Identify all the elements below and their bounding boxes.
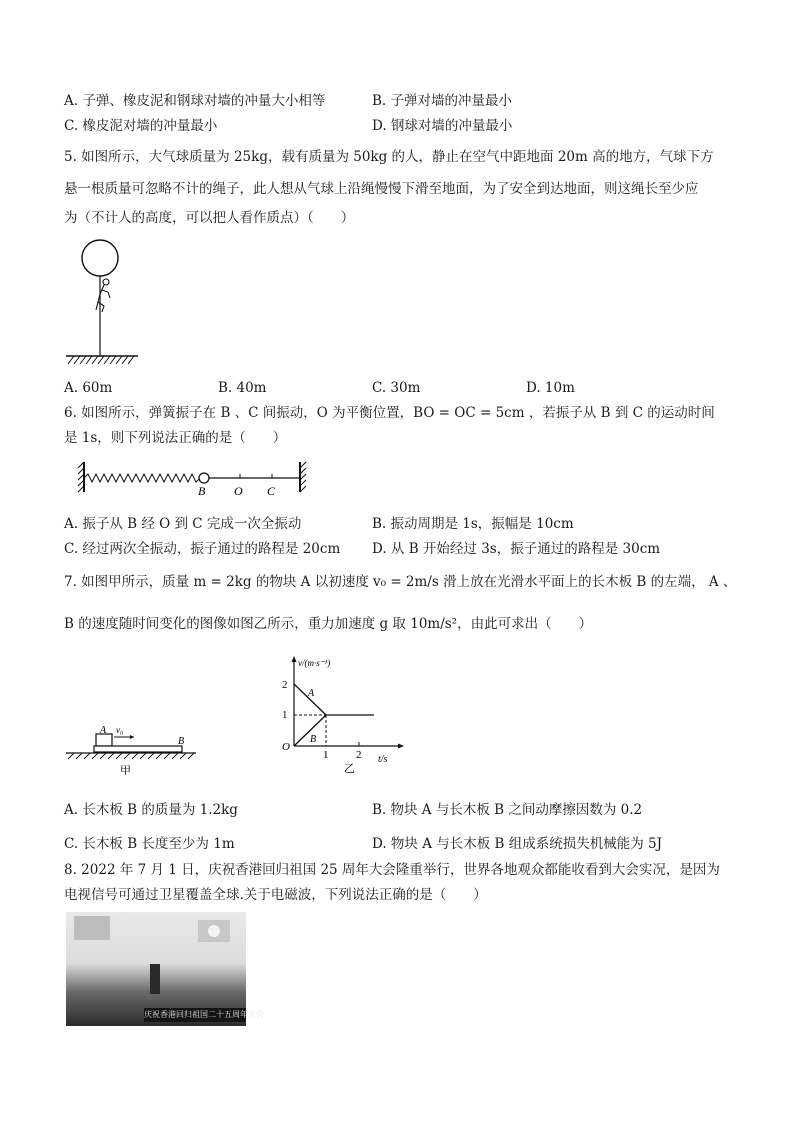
board-b [94, 746, 182, 752]
x-tick-1: 1 [323, 749, 329, 761]
caption-jia: 甲 [120, 764, 131, 777]
q5-option-c: C. 30m [372, 380, 421, 396]
q6-option-d: D. 从 B 开始经过 3s，振子通过的路程是 30cm [372, 541, 661, 557]
q5-stem-line3: 为（不计人的高度，可以把人看作质点）（ ） [64, 210, 355, 226]
label-o: O [234, 484, 243, 498]
person-icon [96, 279, 110, 312]
label-b: B [198, 484, 206, 498]
q7-option-a: A. 长木板 B 的质量为 1.2kg [64, 802, 238, 818]
q6-stem-line1: 6. 如图所示，弹簧振子在 B 、C 间振动，O 为平衡位置，BO = OC = 5cm ，若振子从 B 到 C 的运动时间 [64, 405, 715, 421]
q6-option-b: B. 振动周期是 1s，振幅是 10cm [372, 516, 574, 532]
q5-option-a: A. 60m [64, 380, 113, 396]
spring-oscillator-figure [76, 458, 312, 502]
q5-stem-line2: 悬一根质量可忽略不计的绳子，此人想从气球上沿绳慢慢下滑至地面，为了安全到达地面，则这绳长至少应 [64, 181, 699, 197]
x-axis-label: t/s [378, 754, 388, 765]
q6-stem-line2: 是 1s，则下列说法正确的是（ ） [64, 430, 287, 446]
q7-stem-line1: 7. 如图甲所示，质量 m = 2kg 的物块 A 以初速度 v₀ = 2m/s 滑上放在光滑水平面上的长木板 B 的左端， A 、 [64, 574, 737, 590]
balloon-figure [62, 238, 142, 370]
ceremony-photo [66, 912, 264, 1026]
q5-option-b: B. 40m [218, 380, 267, 396]
board-b-label: B [178, 736, 185, 747]
q7-option-c: C. 长木板 B 长度至少为 1m [64, 836, 235, 852]
label-line-b: B [310, 734, 317, 745]
q7-stem-line2: B 的速度随时间变化的图像如图乙所示，重力加速度 g 取 10m/s²，由此可求出（ ） [64, 616, 593, 632]
q6-option-a: A. 振子从 B 经 O 到 C 完成一次全振动 [64, 516, 302, 532]
q4-option-a: A. 子弹、橡皮泥和钢球对墙的冲量大小相等 [64, 93, 326, 109]
ground-hatch [68, 356, 134, 364]
national-flag-icon [74, 916, 110, 940]
q8-stem-line1: 8. 2022 年 7 月 1 日，庆祝香港回归祖国 25 周年大会隆重举行，世界各地观众都能收看到大会实况，是因为 [64, 862, 720, 878]
origin-label: O [282, 741, 290, 753]
x-tick-2: 2 [356, 749, 362, 761]
velocity-label: v₀ [116, 725, 124, 735]
label-line-a: A [308, 688, 315, 699]
figure-jia [64, 722, 204, 780]
block-a-label: A [100, 725, 107, 736]
q4-option-c: C. 橡皮泥对墙的冲量最小 [64, 118, 218, 134]
y-tick-2: 2 [282, 679, 288, 691]
q5-stem-line1: 5. 如图所示，大气球质量为 25kg，载有质量为 50kg 的人，静止在空气中距地面 20m 高的地方，气球下方 [64, 149, 714, 165]
y-tick-1: 1 [282, 709, 288, 721]
speaker-figure [150, 964, 160, 994]
ceremony-banner: 庆祝香港回归祖国二十五周年大会 [144, 1008, 246, 1022]
figure-yi-vt-graph [270, 652, 410, 774]
q5-option-d: D. 10m [526, 380, 575, 396]
oscillator-ball [199, 473, 209, 483]
caption-yi: 乙 [344, 762, 355, 775]
q7-option-d: D. 物块 A 与长木板 B 组成系统损失机械能为 5J [372, 836, 663, 852]
q4-option-b: B. 子弹对墙的冲量最小 [372, 93, 513, 109]
label-c: C [267, 484, 276, 498]
y-axis-label: v/(m·s⁻¹) [298, 658, 331, 668]
balloon [82, 240, 118, 276]
q6-option-c: C. 经过两次全振动，振子通过的路程是 20cm [64, 541, 341, 557]
hk-flag-icon [198, 920, 230, 942]
spring [84, 474, 200, 482]
q7-option-b: B. 物块 A 与长木板 B 之间动摩擦因数为 0.2 [372, 802, 643, 818]
q8-stem-line2: 电视信号可通过卫星覆盖全球.关于电磁波，下列说法正确的是（ ） [64, 887, 487, 903]
q4-option-d: D. 钢球对墙的冲量最小 [372, 118, 513, 134]
